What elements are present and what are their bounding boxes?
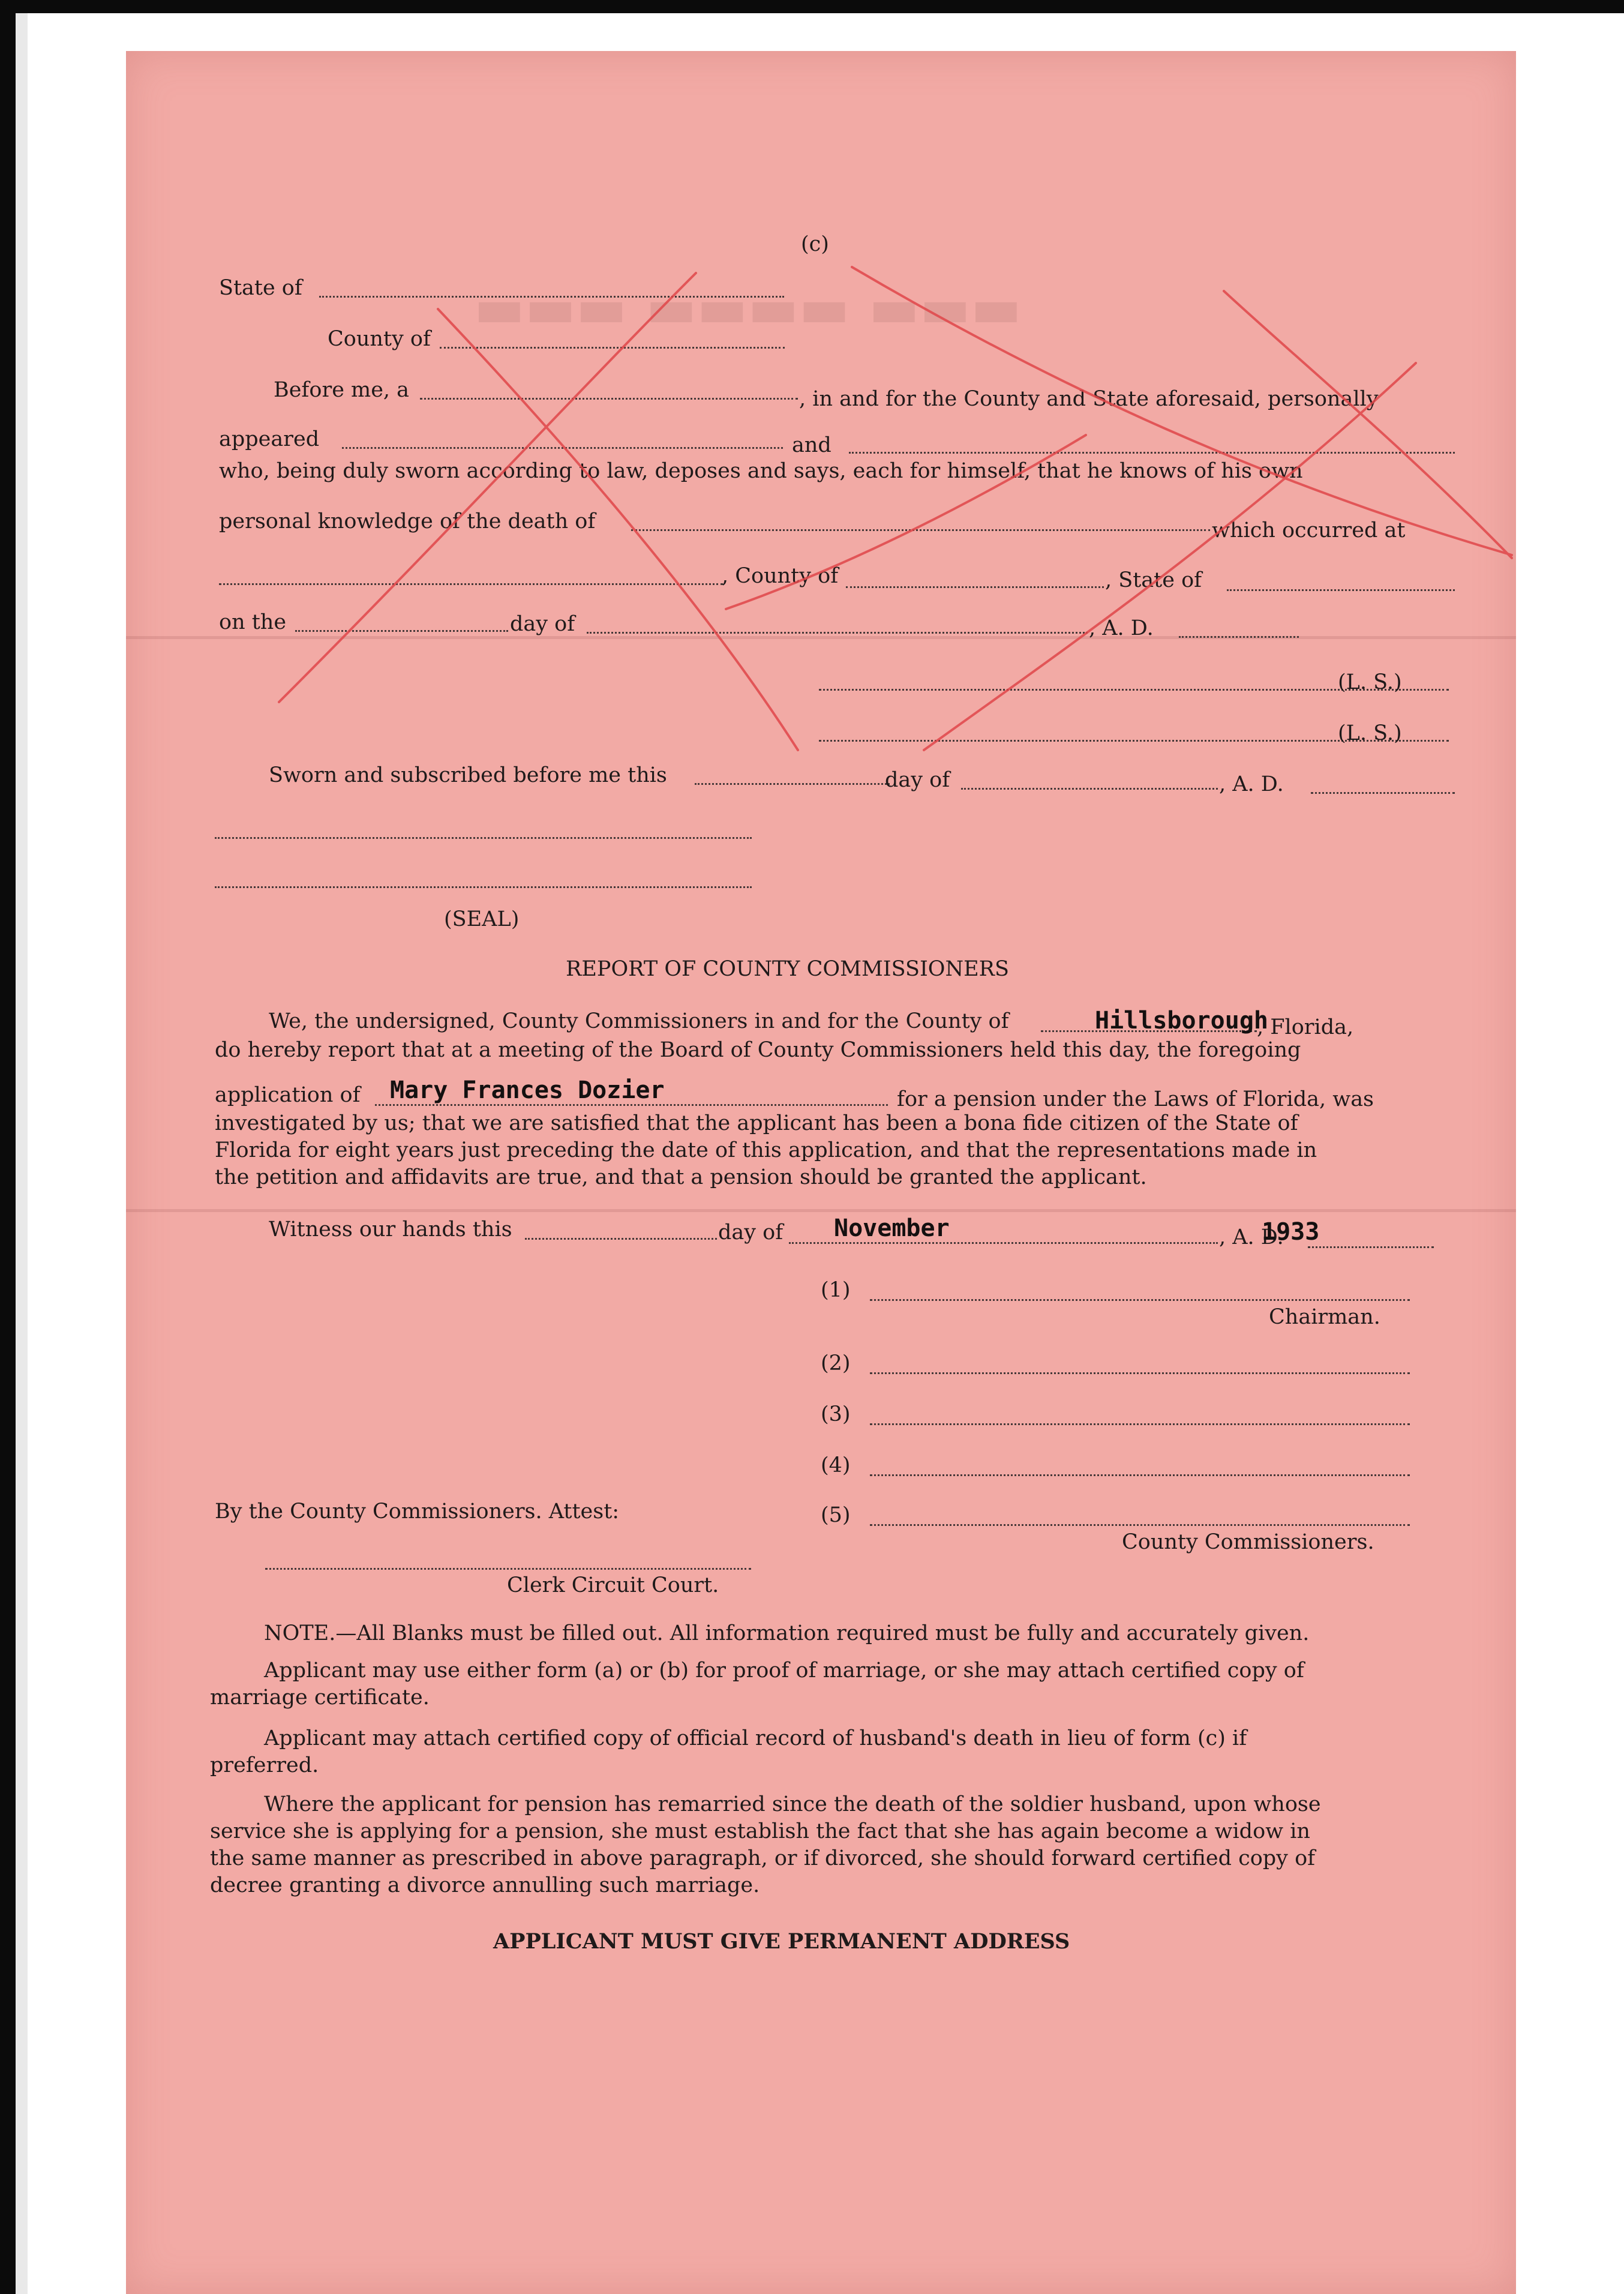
clerk-label: Clerk Circuit Court. xyxy=(507,1573,719,1597)
month-value: November xyxy=(834,1215,950,1242)
signature-line xyxy=(870,1474,1410,1476)
clerk-signature-line xyxy=(265,1568,751,1570)
report-line-5: Florida for eight years just preceding the date of this application, and that the representations made in xyxy=(215,1138,1317,1162)
signature-line xyxy=(870,1423,1410,1425)
cross-out-stroke xyxy=(924,363,1416,750)
ad-label-3: , A. D. xyxy=(1219,1225,1284,1249)
note-paragraph-3a: Where the applicant for pension has remarried since the death of the soldier husband, upon whose xyxy=(264,1792,1321,1816)
report-line-4: investigated by us; that we are satisfied that the applicant has been a bona fide citizen of the State of xyxy=(215,1111,1298,1135)
signature-number: (3) xyxy=(821,1402,851,1426)
signature-line xyxy=(870,1372,1410,1374)
note-paragraph-2b: preferred. xyxy=(210,1753,319,1777)
and-label: and xyxy=(792,433,831,457)
ls-label: (L. S.) xyxy=(1338,670,1402,694)
sworn-statement: who, being duly sworn according to law, deposes and says, each for himself, that he knows of his own xyxy=(219,459,1303,483)
note-paragraph-1a: Applicant may use either form (a) or (b) for proof of marriage, or she may attach certified copy of xyxy=(264,1659,1304,1683)
blank-line xyxy=(375,1104,888,1106)
ad-label-2: , A. D. xyxy=(1219,772,1284,796)
blank-line xyxy=(1308,1246,1434,1248)
appeared-label: appeared xyxy=(219,427,320,451)
florida-label: , Florida, xyxy=(1257,1015,1354,1039)
application-of-label: application of xyxy=(215,1083,361,1107)
day-of-label: day of xyxy=(510,612,575,636)
sworn-subscribed-label: Sworn and subscribed before me this xyxy=(269,763,667,787)
county-commissioners-label: County Commissioners. xyxy=(1122,1530,1374,1554)
seal-label: (SEAL) xyxy=(444,907,520,931)
cross-out-stroke xyxy=(279,273,696,702)
county-of-label-2: , County of xyxy=(722,564,839,588)
note-paragraph-3d: decree granting a divorce annulling such marriage. xyxy=(210,1873,760,1897)
blank-line xyxy=(789,1242,1218,1244)
note-paragraph-2a: Applicant may attach certified copy of official record of husband's death in lieu of form (c) if xyxy=(264,1726,1247,1750)
by-commissioners-label: By the County Commissioners. Attest: xyxy=(215,1500,620,1524)
report-line-1: We, the undersigned, County Commissioners in and for the County of xyxy=(269,1009,1009,1033)
personal-knowledge-label: personal knowledge of the death of xyxy=(219,509,596,533)
permanent-address-notice: APPLICANT MUST GIVE PERMANENT ADDRESS xyxy=(493,1929,1070,1954)
ls-label: (L. S.) xyxy=(1338,721,1402,745)
on-the-label: on the xyxy=(219,610,287,634)
county-of-label: County of xyxy=(328,327,431,351)
chairman-label: Chairman. xyxy=(1269,1305,1380,1329)
note-paragraph-3c: the same manner as prescribed in above paragraph, or if divorced, she should forward certified copy of xyxy=(210,1846,1316,1870)
witness-label: Witness our hands this xyxy=(269,1218,512,1242)
which-occurred-label: which occurred at xyxy=(1212,518,1406,542)
cross-out-stroke xyxy=(726,435,1086,609)
note-paragraph-3b: service she is applying for a pension, she must establish the fact that she has again become a widow in xyxy=(210,1819,1310,1843)
signature-number: (4) xyxy=(821,1453,851,1477)
signature-line xyxy=(870,1524,1410,1526)
signature-number: (1) xyxy=(821,1278,851,1302)
applicant-name-value: Mary Frances Dozier xyxy=(390,1076,665,1104)
form-marker: (c) xyxy=(801,232,829,256)
year-value: 1933 xyxy=(1262,1218,1320,1246)
scan-left-border xyxy=(0,0,16,2294)
cross-out-marks xyxy=(126,51,1516,951)
ad-label: , A. D. xyxy=(1089,616,1154,640)
signature-number: (5) xyxy=(821,1503,851,1527)
scan-margin xyxy=(16,13,28,2294)
fold-line xyxy=(126,1209,1516,1212)
note-text: NOTE.—All Blanks must be filled out. All information required must be fully and accurately given. xyxy=(264,1621,1310,1645)
report-line-2: do hereby report that at a meeting of the Board of County Commissioners held this day, the foregoing xyxy=(215,1038,1301,1062)
report-line-6: the petition and affidavits are true, and that a pension should be granted the applicant. xyxy=(215,1165,1147,1189)
county-value: Hillsborough xyxy=(1095,1007,1268,1034)
note-paragraph-1b: marriage certificate. xyxy=(210,1686,430,1710)
state-of-label: State of xyxy=(219,276,302,300)
blank-line xyxy=(525,1238,717,1240)
bleed-through-decoration: ▬▬▬ ▬▬▬▬ ▬▬▬ xyxy=(474,285,1022,349)
scan-top-border xyxy=(0,0,1624,13)
cross-out-stroke xyxy=(438,309,798,750)
before-me-label: Before me, a xyxy=(274,378,410,402)
day-of-label-3: day of xyxy=(718,1221,784,1245)
signature-line xyxy=(870,1299,1410,1301)
day-of-label-2: day of xyxy=(885,768,950,792)
state-of-label-2: , State of xyxy=(1105,568,1202,592)
signature-number: (2) xyxy=(821,1351,851,1375)
in-and-for-text: , in and for the County and State aforesaid, personally xyxy=(799,387,1379,411)
cross-out-stroke xyxy=(1224,291,1512,558)
for-pension-text: for a pension under the Laws of Florida, was xyxy=(897,1087,1374,1111)
pension-form-page xyxy=(126,51,1516,2294)
report-heading: REPORT OF COUNTY COMMISSIONERS xyxy=(566,957,1009,981)
